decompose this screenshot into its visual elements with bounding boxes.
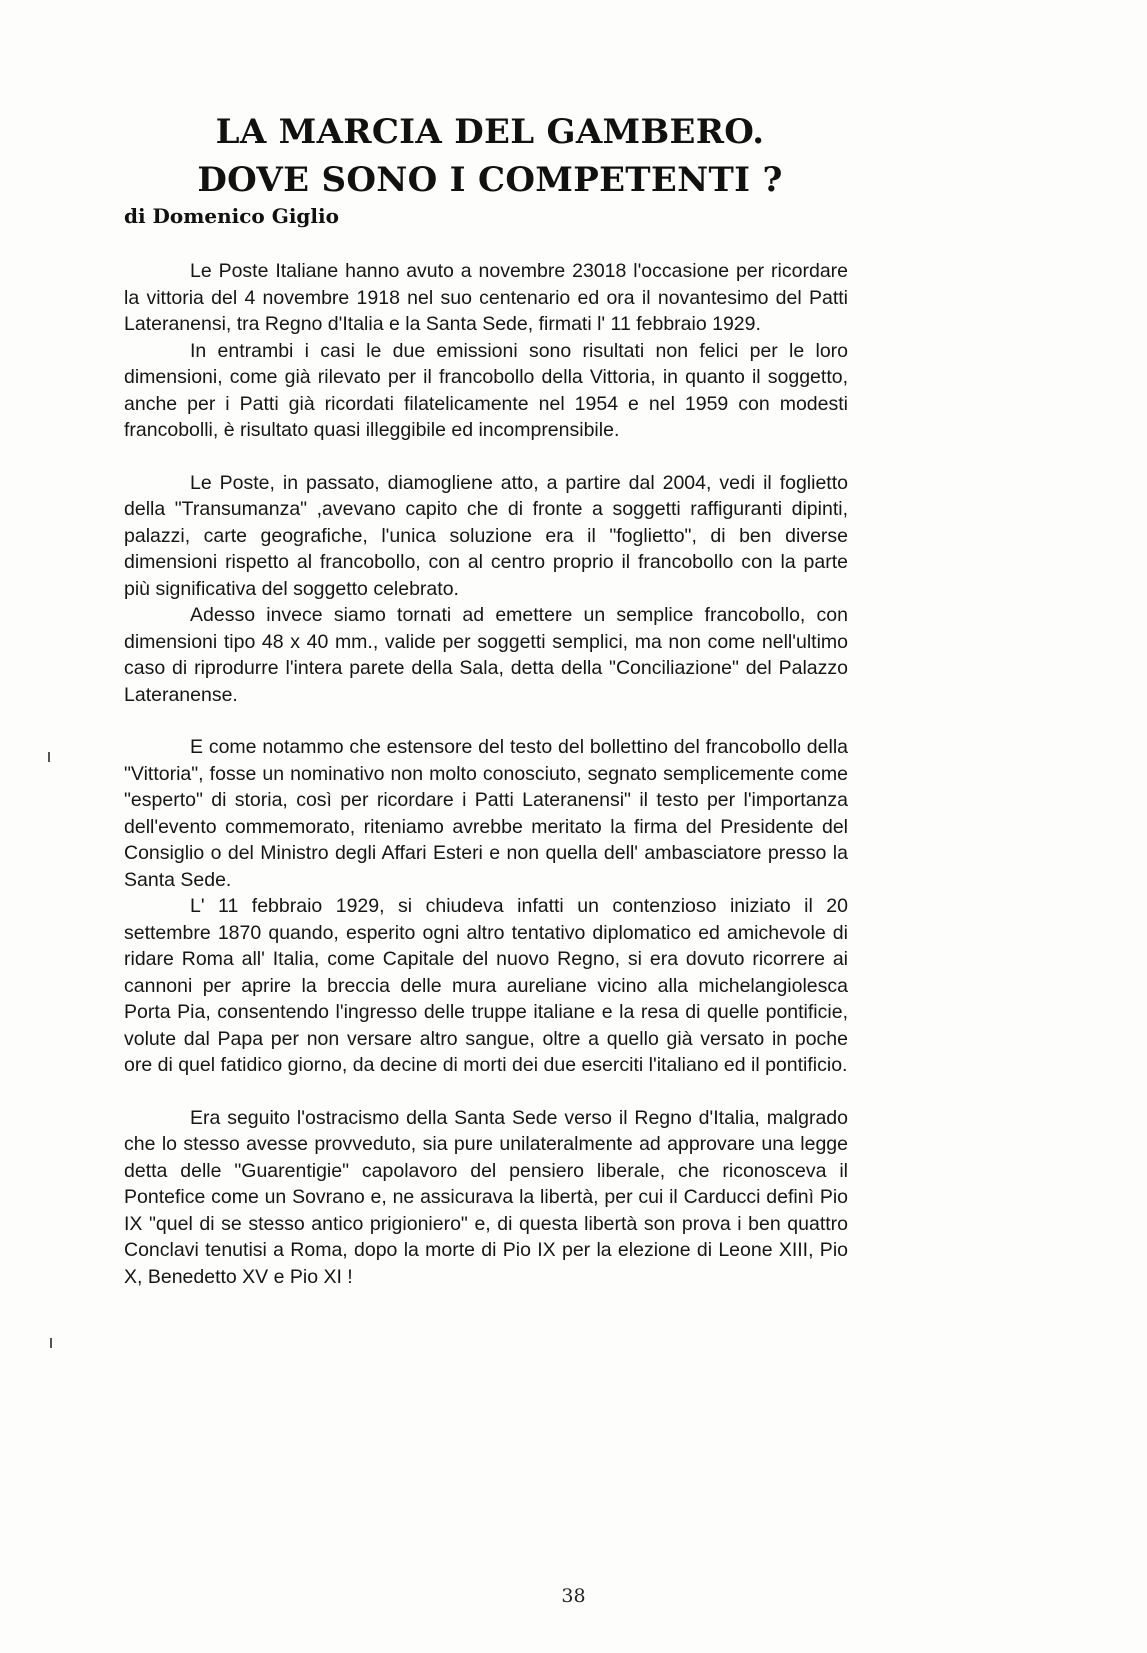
paragraph-1: Le Poste Italiane hanno avuto a novembre 23018 l'occasione per ricordare la vittoria del 4 novembre 1918 nel suo centenario ed ora il novantesimo del Patti Lateranensi, tra Regno d'Italia e la Santa Sede, firmati l' 11 febbraio 1929. — [124, 260, 848, 335]
paragraph-6: L' 11 febbraio 1929, si chiudeva infatti un contenzioso iniziato il 20 settembre 1870 quando, esperito ogni altro tentativo diplomatico ed amichevole di ridare Roma all' Italia, come Capitale del nuovo Regno, si era dovuto ricorrere ai cannoni per aprire la breccia delle mura aureliane vicino alla michelangiolesca Porta Pia, consentendo l'ingresso delle truppe italiane e la resa di quelle pontificie, volute dal Papa per non versare altro sangue, oltre a quello già versato in poche ore di quel fatidico giorno, da decine di morti dei due eserciti l'italiano ed il pontificio. — [124, 895, 848, 1076]
paragraph-7: Era seguito l'ostracismo della Santa Sede verso il Regno d'Italia, malgrado che lo stesso avesse provveduto, sia pure unilateralmente ad approvare una legge detta delle "Guarentigie" capolavoro del pensiero liberale, che riconosceva il Pontefice come un Sovrano e, ne assicurava la libertà, per cui il Carducci definì Pio IX "quel di se stesso antico prigioniero" e, di questa libertà son prova i ben quattro Conclavi tenutisi a Roma, dopo la morte di Pio IX per la elezione di Leone XIII, Pio X, Benedetto XV e Pio XI ! — [124, 1106, 848, 1288]
paragraph-3: Le Poste, in passato, diamogliene atto, a partire dal 2004, vedi il foglietto della "Transumanza" ,avevano capito che di fronte a soggetti raffiguranti dipinti, palazzi, carte geografiche, l'unica soluzione era il "foglietto", di ben diverse dimensioni rispetto al francobollo, con al centro proprio il francobollo con la parte più significativa del soggetto celebrato. — [124, 471, 848, 600]
paragraph-5: E come notammo che estensore del testo del bollettino del francobollo della "Vittoria", fosse un nominativo non molto conosciuto, segnato semplicemente come "esperto" di storia, così per ricordare i Patti Lateranensi" il testo per l'importanza dell'evento commemorato, riteniamo avrebbe meritato la firma del Presidente del Consiglio o del Ministro degli Affari Esteri e non quella dell' ambasciatore presso la Santa Sede. — [124, 736, 848, 891]
title-block — [120, 108, 860, 204]
page-number: 38 — [561, 1585, 586, 1607]
article-body — [124, 258, 848, 1290]
paragraph-4: Adesso invece siamo tornati ad emettere un semplice francobollo, con dimensioni tipo 48 x 40 mm., valide per soggetti semplici, ma non come nell'ultimo caso di riprodurre l'intera parete della Sala, detta della "Conciliazione" del Palazzo Lateranense. — [124, 604, 848, 706]
article-title-line-1: LA MARCIA DEL GAMBERO. — [215, 112, 765, 152]
scan-margin-mark — [48, 752, 50, 762]
article-author: di Domenico Giglio — [124, 204, 339, 228]
paragraph-2: In entrambi i casi le due emissioni sono risultati non felici per le loro dimensioni, come già rilevato per il francobollo della Vittoria, in quanto il soggetto, anche per i Patti già ricordati filatelicamente nel 1954 e nel 1959 con modesti francobolli, è risultato quasi illeggibile ed incomprensibile. — [124, 339, 848, 441]
scan-margin-mark — [50, 1338, 52, 1348]
article-title-line-2: DOVE SONO I COMPETENTI ? — [197, 160, 783, 200]
